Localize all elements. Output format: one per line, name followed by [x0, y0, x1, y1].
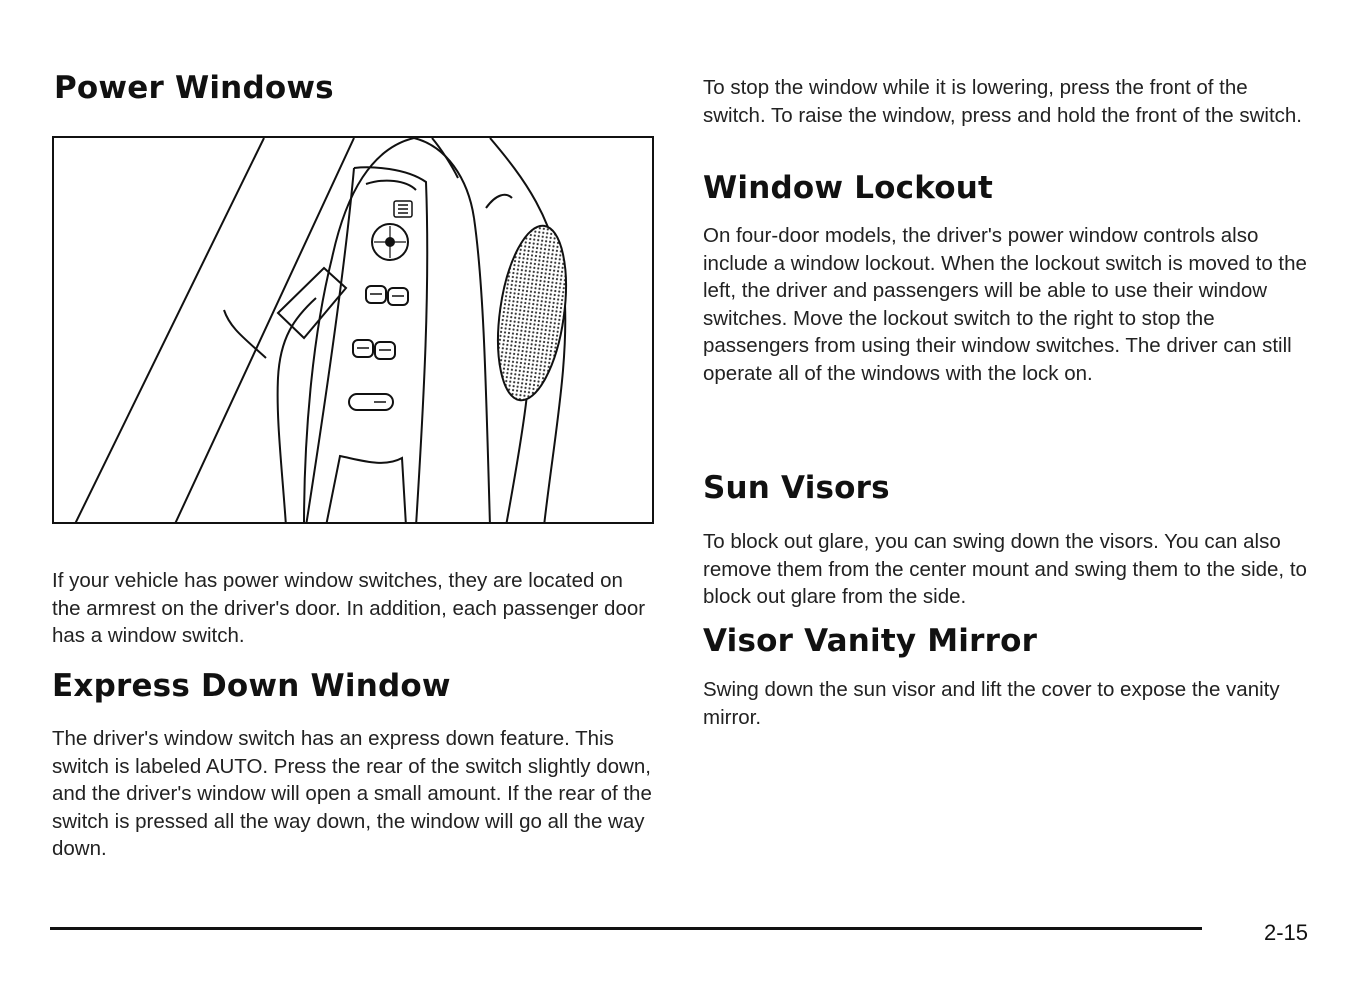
footer-rule	[50, 927, 1202, 930]
heading-visor-vanity-mirror: Visor Vanity Mirror	[703, 623, 1038, 659]
page-number: 2-15	[1264, 920, 1309, 945]
door-armrest-illustration	[52, 136, 654, 524]
heading-window-lockout: Window Lockout	[703, 170, 994, 206]
heading-express-down-window: Express Down Window	[52, 668, 451, 704]
visor-vanity-paragraph: Swing down the sun visor and lift the cover to expose the vanity mirror.	[703, 678, 1280, 729]
power-windows-paragraph: If your vehicle has power window switches, they are located on the armrest on the driver's door. In addition, each passenger door has a window switch.	[52, 569, 646, 647]
sun-visors-paragraph: To block out glare, you can swing down the visors. You can also remove them from the center mount and swing them to the side, to block out glare from the side.	[703, 530, 1307, 608]
heading-sun-visors: Sun Visors	[703, 470, 890, 506]
window-lockout-paragraph: On four-door models, the driver's power window controls also include a window lockout. When the lockout switch is moved to the left, the driver and passengers will be able to use their window switches. Move the lockout switch to the right to stop the passengers from using their window switches. The driver can still operate all of the windows with the lock on.	[703, 224, 1307, 385]
heading-power-windows: Power Windows	[54, 70, 334, 106]
stop-window-paragraph: To stop the window while it is lowering, press the front of the switch. To raise the window, press and hold the front of the switch.	[703, 76, 1302, 127]
express-down-paragraph: The driver's window switch has an express down feature. This switch is labeled AUTO. Press the rear of the switch slightly down, and the driver's window will open a small amount. If the rear of the switch is pressed all the way down, the window will go all the way down.	[52, 727, 652, 860]
armrest-switch-drawing	[54, 138, 654, 524]
